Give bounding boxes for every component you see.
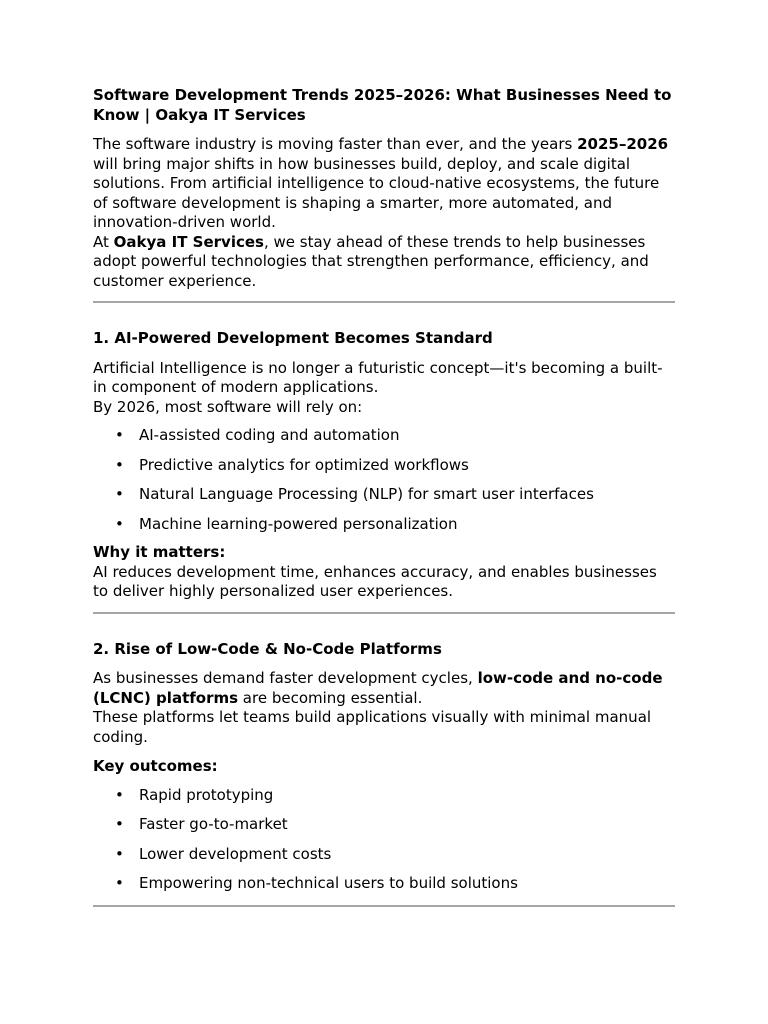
section1-list — [93, 426, 675, 534]
company-text-cont: , we stay ahead of these trends to help businesses adopt powerful technologies that strengthen performance, efficiency, and customer experience. — [93, 232, 649, 290]
intro-paragraph — [93, 135, 675, 233]
section2-paragraph — [93, 669, 675, 708]
list-item-text: Rapid prototyping — [139, 785, 274, 804]
intro-text-cont: will bring major shifts in how businesses build, deploy, and scale digital solutions. From artificial intelligence to cloud-native ecosystems, the future of software development is shaping a smarter, more automated, and innovation-driven world. — [93, 154, 660, 231]
why-it-matters-label: Why it matters: — [93, 543, 226, 561]
section-divider — [93, 301, 675, 303]
section1-paragraph: Artificial Intelligence is no longer a futuristic concept—it's becoming a built-in component of modern applications. — [93, 358, 663, 396]
bullet-icon: • — [115, 514, 124, 533]
section2-text: As businesses demand faster development cycles, — [93, 669, 478, 687]
intro-years: 2025–2026 — [577, 135, 669, 153]
section2-paragraph-2: These platforms let teams build applications visually with minimal manual coding. — [93, 708, 652, 746]
list-item-text: Predictive analytics for optimized workflows — [139, 455, 469, 474]
list-item — [93, 815, 675, 835]
section1-heading: 1. AI-Powered Development Becomes Standard — [93, 329, 493, 347]
section-divider — [93, 612, 675, 614]
list-item — [93, 485, 675, 505]
bullet-icon: • — [115, 426, 124, 444]
section1-lead: By 2026, most software will rely on: — [93, 397, 363, 416]
list-item — [93, 426, 675, 446]
section2-heading: 2. Rise of Low-Code & No-Code Platforms — [93, 639, 442, 658]
company-text: At — [93, 232, 114, 251]
document-page — [93, 86, 675, 933]
section-divider — [93, 905, 675, 907]
bullet-icon: • — [115, 874, 124, 892]
list-item-text: Machine learning-powered personalization — [139, 514, 458, 533]
list-item-text: Lower development costs — [139, 844, 332, 863]
key-outcomes-label: Key outcomes: — [93, 757, 218, 775]
company-name: Oakya IT Services — [113, 232, 264, 251]
section2-list — [93, 786, 675, 894]
list-item — [93, 456, 675, 476]
section2-text-cont: are becoming essential. — [238, 688, 423, 707]
intro-text: The software industry is moving faster than ever, and the years — [93, 135, 578, 153]
list-item — [93, 786, 675, 806]
list-item-text: Empowering non-technical users to build solutions — [139, 874, 518, 892]
list-item — [93, 845, 675, 865]
bullet-icon: • — [115, 785, 124, 804]
bullet-icon: • — [115, 844, 124, 863]
company-paragraph — [93, 233, 675, 292]
list-item-text: AI-assisted coding and automation — [139, 426, 400, 444]
document-title: Software Development Trends 2025–2026: What Businesses Need to Know | Oakya IT Services — [93, 86, 672, 124]
bullet-icon: • — [115, 815, 124, 833]
list-item — [93, 515, 675, 535]
list-item-text: Natural Language Processing (NLP) for smart user interfaces — [139, 485, 594, 503]
why-it-matters-text: AI reduces development time, enhances accuracy, and enables businesses to deliver highly personalized user experiences. — [93, 562, 657, 600]
lcnc-term: low-code and no-code (LCNC) platforms — [93, 669, 663, 707]
bullet-icon: • — [115, 455, 124, 474]
list-item-text: Faster go-to-market — [139, 815, 288, 833]
list-item — [93, 874, 675, 894]
bullet-icon: • — [115, 485, 124, 503]
